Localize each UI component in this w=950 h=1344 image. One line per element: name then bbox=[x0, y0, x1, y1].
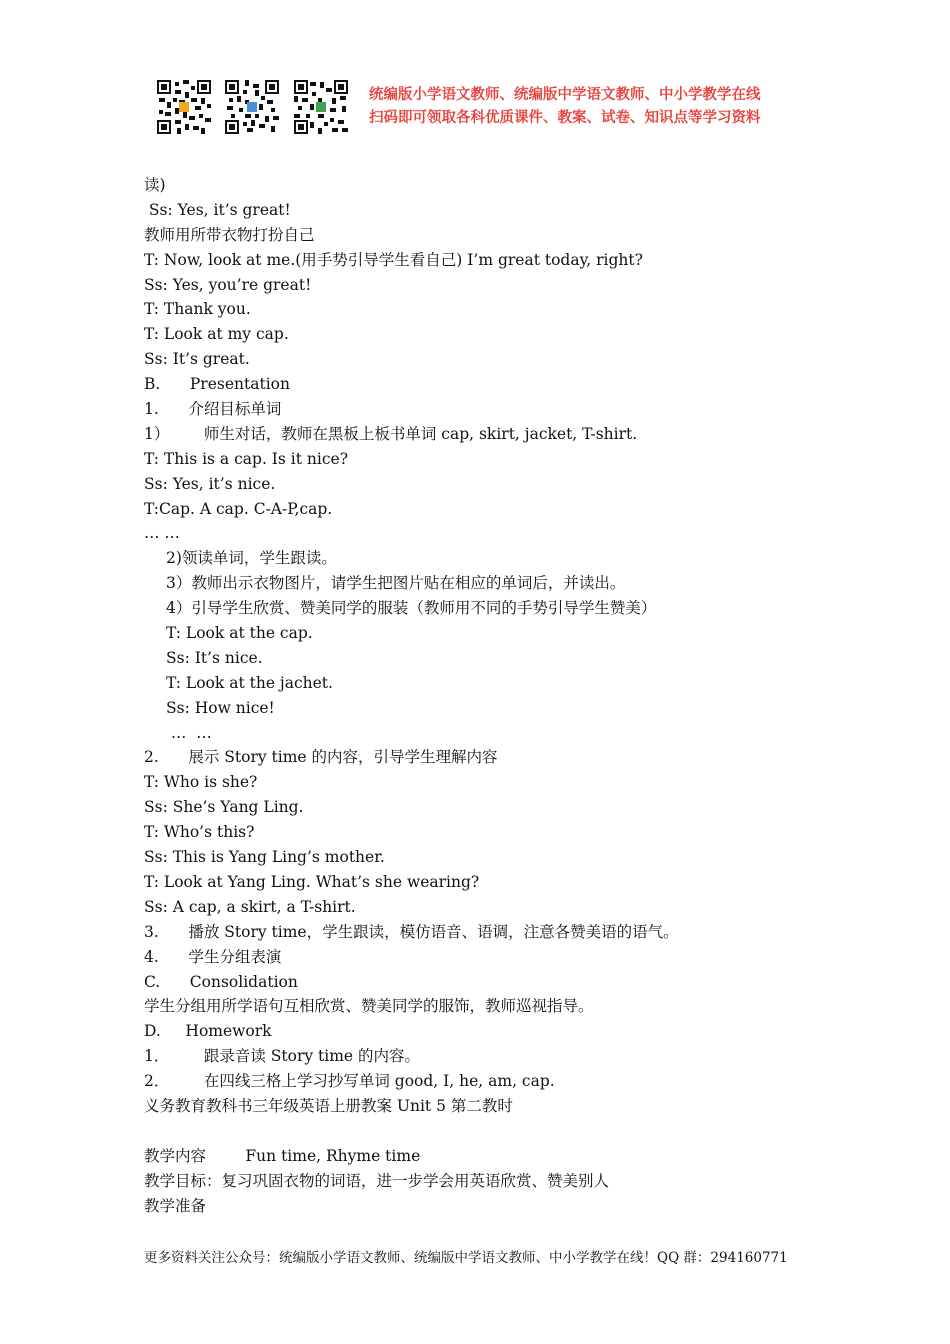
list-item: 2)领读单词，学生跟读。 bbox=[166, 549, 337, 568]
promo-line: 统编版小学语文教师、统编版中学语文教师、中小学教学在线 bbox=[369, 87, 761, 103]
text-line: T: Who’s this? bbox=[144, 823, 255, 842]
qr-code-icon[interactable] bbox=[225, 80, 279, 134]
list-item: 2. 展示 Story time 的内容，引导学生理解内容 bbox=[144, 748, 498, 767]
header-banner bbox=[157, 80, 817, 136]
text-line: T: Look at Yang Ling. What’s she wearing? bbox=[144, 872, 480, 891]
list-item: 2． 在四线三格上学习抄写单词 good, I, he, am, cap. bbox=[144, 1072, 555, 1091]
text-line: T: Thank you. bbox=[144, 300, 251, 319]
text-line: 教师用所带衣物打扮自己 bbox=[144, 225, 315, 244]
text-line: T: Now, look at me.(用手势引导学生看自己) I’m great today, right? bbox=[144, 250, 643, 269]
text-line: T: Who is she? bbox=[144, 773, 258, 792]
list-item: 3）教师出示衣物图片，请学生把图片贴在相应的单词后，并读出。 bbox=[166, 574, 626, 593]
text-line: 教学准备 bbox=[144, 1196, 207, 1215]
text-line: Ss: This is Yang Ling’s mother. bbox=[144, 848, 385, 867]
text-line: … … bbox=[144, 524, 180, 543]
text-line: T:Cap. A cap. C-A-P,cap. bbox=[144, 499, 333, 518]
list-item: 1） 师生对话，教师在黑板上板书单词 cap, skirt, jacket, T-shirt. bbox=[144, 424, 638, 443]
section-heading: B. Presentation bbox=[144, 375, 290, 394]
text-line: Ss: Yes, it’s nice. bbox=[144, 474, 276, 493]
section-heading: C. Consolidation bbox=[144, 972, 298, 991]
list-item: 3. 播放 Story time，学生跟读，模仿语音、语调，注意各赞美语的语气。 bbox=[144, 922, 679, 941]
text-line: 读) bbox=[144, 176, 166, 194]
text-line: Ss: A cap, a skirt, a T-shirt. bbox=[144, 897, 356, 916]
text-line: Ss: Yes, you’re great! bbox=[144, 275, 312, 294]
list-item: 1． 跟录音读 Story time 的内容。 bbox=[144, 1047, 421, 1066]
promo-line: 扫码即可领取各科优质课件、教案、试卷、知识点等学习资料 bbox=[369, 110, 761, 126]
list-item: 1. 介绍目标单词 bbox=[144, 400, 282, 419]
blank-line bbox=[144, 1119, 844, 1144]
lesson-plan-body bbox=[144, 173, 844, 1218]
text-line: 教学内容 Fun time, Rhyme time bbox=[144, 1146, 421, 1165]
promo-text bbox=[369, 84, 761, 130]
text-line: 学生分组用所学语句互相欣赏、赞美同学的服饰，教师巡视指导。 bbox=[144, 997, 594, 1016]
document-subtitle: 义务教育教科书三年级英语上册教案 Unit 5 第二教时 bbox=[144, 1096, 513, 1115]
text-line: T: Look at my cap. bbox=[144, 325, 289, 344]
text-line: Ss: It’s nice. bbox=[166, 648, 263, 667]
list-item: 4）引导学生欣赏、赞美同学的服装（教师用不同的手势引导学生赞美） bbox=[166, 599, 657, 618]
text-line: T: Look at the cap. bbox=[166, 624, 313, 643]
list-item: 4. 学生分组表演 bbox=[144, 947, 282, 966]
text-line: T: Look at the jachet. bbox=[166, 673, 333, 692]
text-line: 教学目标：复习巩固衣物的词语，进一步学会用英语欣赏、赞美别人 bbox=[144, 1171, 610, 1190]
page-footer: 更多资料关注公众号：统编版小学语文教师、统编版中学语文教师、中小学教学在线！QQ 群：294160771 bbox=[144, 1250, 788, 1266]
text-line: Ss: She’s Yang Ling. bbox=[144, 798, 304, 817]
text-line: Ss: It’s great. bbox=[144, 350, 250, 369]
text-line: Ss: Yes, it’s great! bbox=[144, 200, 291, 219]
qr-code-icon[interactable] bbox=[157, 80, 211, 134]
qr-code-icon[interactable] bbox=[294, 80, 348, 134]
text-line: T: This is a cap. Is it nice? bbox=[144, 449, 349, 468]
text-line: Ss: How nice! bbox=[166, 698, 275, 717]
section-heading: D. Homework bbox=[144, 1022, 272, 1041]
text-line: … … bbox=[166, 723, 212, 742]
